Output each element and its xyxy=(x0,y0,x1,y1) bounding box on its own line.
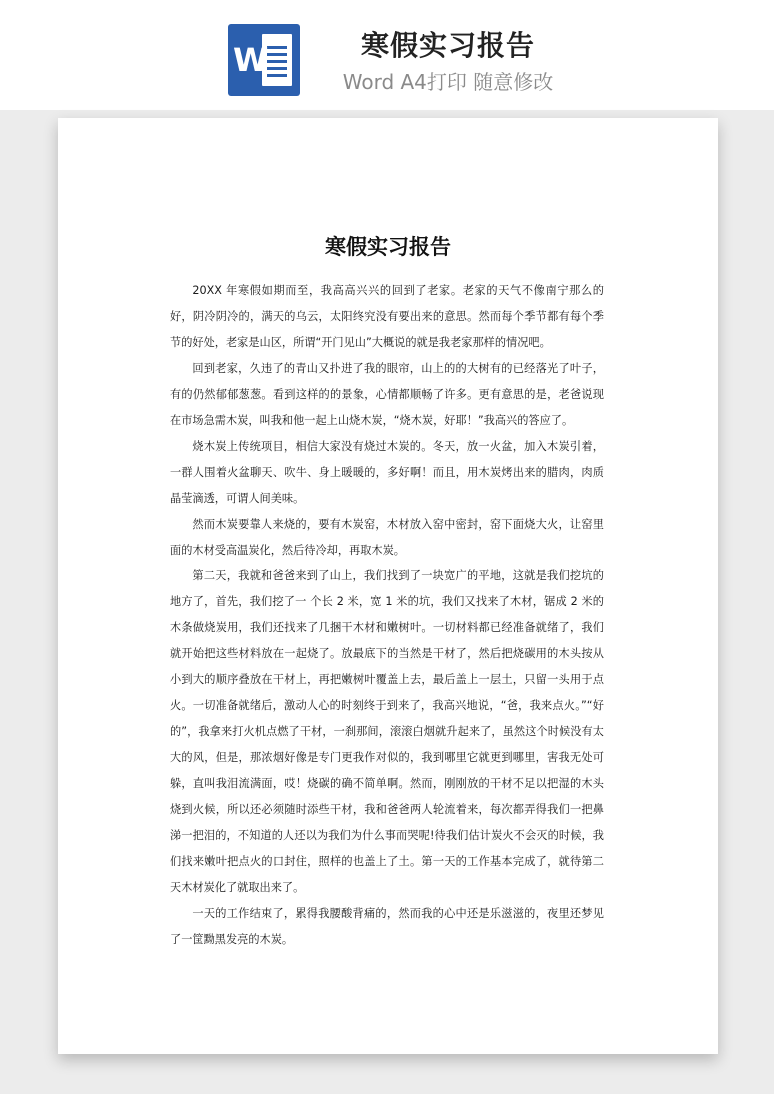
document-body xyxy=(170,278,604,953)
paragraph: 然而木炭要靠人来烧的，要有木炭窑，木材放入窑中密封，窑下面烧大火，让窑里面的木材受高温炭化，然后待冷却，再取木炭。 xyxy=(170,517,604,557)
document-page xyxy=(58,118,718,1054)
paragraph: 烧木炭上传统项目，相信大家没有烧过木炭的。冬天，放一火盆，加入木炭引着，一群人围着火盆聊天、吹牛、身上暖暖的，多好啊！而且，用木炭烤出来的腊肉，肉质晶莹滴透，可谓人间美味。 xyxy=(170,439,604,505)
header-banner xyxy=(0,0,774,110)
paragraph: 一天的工作结束了，累得我腰酸背痛的，然而我的心中还是乐滋滋的，夜里还梦见了一筐黝黑发亮的木炭。 xyxy=(170,906,604,946)
word-letter: W xyxy=(233,41,269,79)
banner-subtitle: Word A4打印 随意修改 xyxy=(342,70,554,94)
paragraph: 第二天，我就和爸爸来到了山上，我们找到了一块宽广的平地，这就是我们挖坑的地方了，首先，我们挖了一 个长 2 米，宽 1 米的坑，我们又找来了木材，锯成 2 米的木条做烧炭用，我们还找来了几捆干木材和嫩树叶。一切材料都已经准备就绪了，我们就开始把这些材料放在一起烧了。放最底下的当然是干材了，然后把烧碳用的木头按从小到大的顺序叠放在干材上，再把嫩树叶覆盖上去，最后盖上一层土，只留一头用于点火。一切准备就绪后，激动人心的时刻终于到来了，我高兴地说，“爸，我来点火。”“好的”，我拿来打火机点燃了干材，一刹那间，滚滚白烟就升起来了，虽然这个时候没有太大的风，但是，那浓烟好像是专门更我作对似的，我到哪里它就更到哪里，害我无处可躲，直叫我泪流满面，哎！烧碳的确不简单啊。然而，刚刚放的干材不足以把湿的木头烧到火候，所以还必须随时添些干材，我和爸爸两人轮流着来，每次都弄得我们一把鼻涕一把泪的，不知道的人还以为我们为什么事而哭呢!待我们估计炭火不会灭的时候，我们找来嫩叶把点火的口封住，照样的也盖上了土。第一天的工作基本完成了，就待第二天木材炭化了就取出来了。 xyxy=(170,569,604,894)
banner-title: 寒假实习报告 xyxy=(360,29,535,62)
paragraph: 20XX 年寒假如期而至，我高高兴兴的回到了老家。老家的天气不像南宁那么的好，阴冷阴冷的，满天的乌云，太阳终究没有要出来的意思。然而每个季节都有每个季节的好处，老家是山区，所谓“开门见山”大概说的就是我老家那样的情况吧。 xyxy=(170,284,604,349)
paragraph: 回到老家，久违了的青山又扑进了我的眼帘，山上的的大树有的已经落光了叶子，有的仍然郁郁葱葱。看到这样的的景象，心情都顺畅了许多。更有意思的是，老爸说现在市场急需木炭，叫我和他一起上山烧木炭，“烧木炭，好耶！”我高兴的答应了。 xyxy=(170,361,604,427)
document-title: 寒假实习报告 xyxy=(325,235,451,259)
word-document-icon xyxy=(228,24,300,96)
